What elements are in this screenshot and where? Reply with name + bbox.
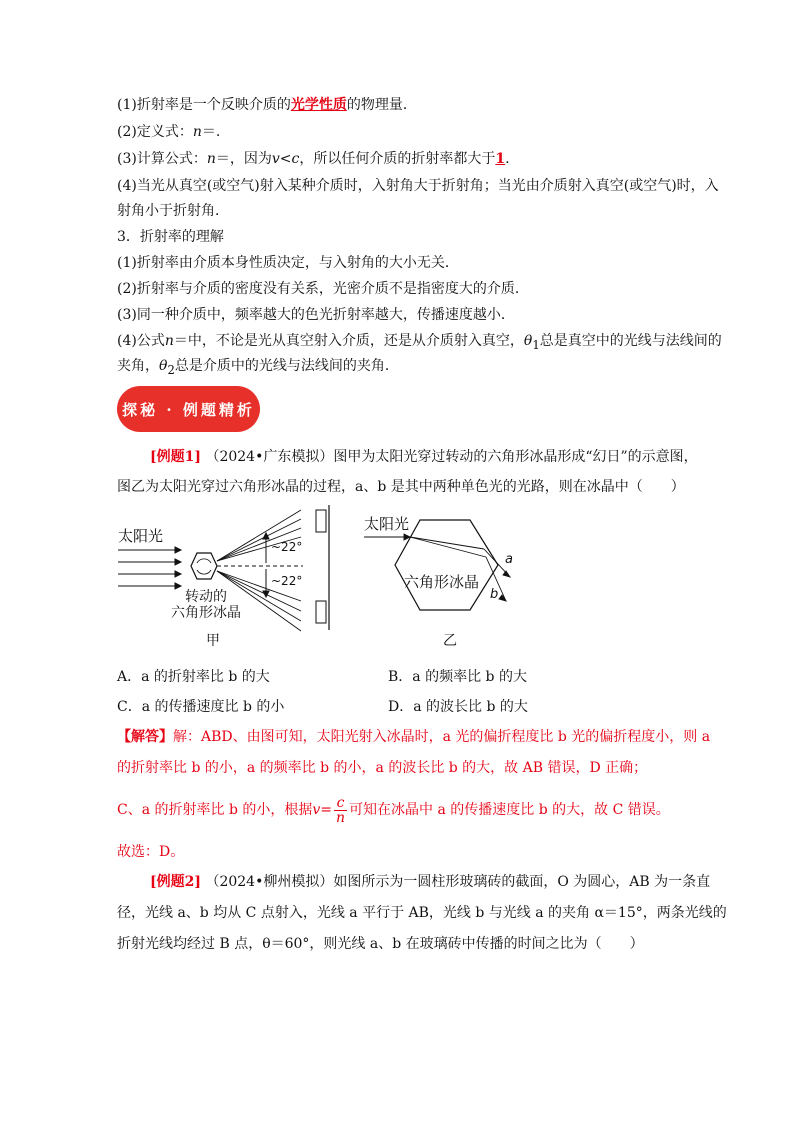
example-1-line-2: 图乙为太阳光穿过六角形冰晶的过程，a、b 是其中两种单色光的光路，则在冰晶中（ ） <box>117 479 685 495</box>
understanding-2: (2)折射率与介质的密度没有关系，光密介质不是指密度大的介质． <box>117 281 529 297</box>
formula-denominator: n <box>336 809 346 826</box>
example-1-line-1 <box>150 447 698 467</box>
point-3-var-c: c <box>291 151 300 167</box>
section-3-title: 3．折射率的理解 <box>117 229 224 245</box>
point-3 <box>117 149 510 169</box>
u4-l2-text: 夹角， <box>117 358 159 374</box>
point-1-tail: 的物理量． <box>346 97 417 113</box>
point-3-rest: ，所以任何介质的折射率都大于 <box>299 151 496 167</box>
angle-bottom-label: ~22° <box>271 574 303 588</box>
point-3-end: . <box>505 151 510 167</box>
point-2 <box>117 122 220 142</box>
figure-left-sun-label: 太阳光 <box>118 527 164 545</box>
formula-eq: = <box>320 802 333 818</box>
point-2-tail: ＝. <box>201 124 221 140</box>
point-3-keyword: 1 <box>495 151 506 167</box>
figure-right <box>360 505 530 650</box>
point-1-keyword: 光学性质 <box>290 97 347 113</box>
answer-line-3-text: C、a 的折射率比 b 的小，根据 <box>117 802 313 818</box>
point-1-text: (1)折射率是一个反映介质的 <box>117 97 291 113</box>
formula-v: v <box>312 802 321 818</box>
point-3-mid: ＝，因为 <box>215 151 272 167</box>
figure-right-sun-label: 太阳光 <box>364 515 410 533</box>
u4-theta-1: θ <box>523 333 533 349</box>
figure-left <box>113 505 338 650</box>
screen-bottom <box>316 601 326 623</box>
banner-label: 探秘 · 例题精析 <box>122 400 255 419</box>
u4-mid: ＝中，不论是光从真空射入介质，还是从介质射入真空， <box>173 333 524 349</box>
point-1 <box>117 95 417 115</box>
u4-rest: 总是真空中的光线与法线间的 <box>539 333 722 349</box>
answer-line-1-text: 解：ABD、由图可知，太阳光射入冰晶时，a 光的偏折程度比 b 光的偏折程度小，则 a <box>173 729 711 745</box>
u4-var: n <box>164 333 174 349</box>
screen-top <box>316 510 326 532</box>
rotating-crystal-icon <box>191 553 217 579</box>
option-b[interactable]: B．a 的频率比 b 的大 <box>388 669 527 685</box>
formula-fraction <box>334 796 347 825</box>
figure-right-caption: 乙 <box>443 633 457 649</box>
point-3-var-n: n <box>206 151 216 167</box>
understanding-3: (3)同一种介质中，频率越大的色光折射率越大，传播速度越小． <box>117 307 515 323</box>
example-2-text: （2024•柳州模拟）如图所示为一圆柱形玻璃砖的截面，O 为圆心，AB 为一条直 <box>205 874 711 890</box>
answer-line-1 <box>117 727 710 747</box>
point-3-lt: < <box>279 151 292 167</box>
crystal-label-1: 转动的 <box>185 589 227 605</box>
option-c[interactable]: C．a 的传播速度比 b 的小 <box>117 699 285 715</box>
u4-theta-2: θ <box>159 358 168 374</box>
hexagon-label: 六角形冰晶 <box>404 573 480 591</box>
point-2-var: n <box>192 124 202 140</box>
understanding-4-line-2 <box>117 356 399 380</box>
section-banner <box>117 386 260 432</box>
example-2-line-1 <box>150 872 710 892</box>
option-a[interactable]: A．a 的折射率比 b 的大 <box>117 669 270 685</box>
point-3-text: (3)计算公式： <box>117 151 207 167</box>
answer-tag: 【解答】 <box>117 729 173 745</box>
u4-l2-rest: 总是介质中的光线与法线间的夹角． <box>174 358 399 374</box>
ray-a-label: a <box>505 552 513 567</box>
crystal-label-2: 六角形冰晶 <box>171 605 241 621</box>
example-1-tag: [例题1] <box>150 449 201 465</box>
figure-left-caption: 甲 <box>206 633 220 649</box>
point-4-line-1: (4)当光从真空(或空气)射入某种介质时，入射角大于折射角；当光由介质射入真空(或空气)时，入 <box>117 178 719 194</box>
sun-rays-left <box>118 547 181 589</box>
u4-text: (4)公式 <box>117 333 165 349</box>
u4-sub-1: 1 <box>532 337 540 352</box>
answer-line-3-rest: 可知在冰晶中 a 的传播速度比 b 的大，故 C 错误。 <box>349 802 670 818</box>
answer-line-2: 的折射率比 b 的小，a 的频率比 b 的小，a 的波长比 b 的大，故 AB 错误，D 正确； <box>117 760 648 776</box>
answer-conclusion: 故选：D。 <box>117 844 185 860</box>
hexagon-crystal <box>395 520 498 610</box>
example-2-line-3: 折射光线均经过 B 点，θ＝60°，则光线 a、b 在玻璃砖中传播的时间之比为（ ） <box>117 936 644 952</box>
point-4-line-2: 射角小于折射角． <box>117 203 229 219</box>
point-2-text: (2)定义式： <box>117 124 193 140</box>
angle-top-label: ~22° <box>271 540 303 554</box>
formula-numerator: c <box>334 796 347 811</box>
example-2-tag: [例题2] <box>150 874 201 890</box>
example-1-text: （2024•广东模拟）图甲为太阳光穿过转动的六角形冰晶形成“幻日”的示意图， <box>205 449 698 465</box>
understanding-1: (1)折射率由介质本身性质决定，与入射角的大小无关． <box>117 255 459 271</box>
option-d[interactable]: D．a 的波长比 b 的大 <box>388 699 528 715</box>
point-3-var-v: v <box>271 151 280 167</box>
u4-sub-2: 2 <box>167 362 175 377</box>
example-2-line-2: 径，光线 a、b 均从 C 点射入，光线 a 平行于 AB，光线 b 与光线 a 的夹角 α＝15°，两条光线的 <box>117 905 727 921</box>
answer-line-3 <box>117 793 670 827</box>
understanding-4-line-1 <box>117 331 722 355</box>
ray-b-label: b <box>490 587 499 602</box>
